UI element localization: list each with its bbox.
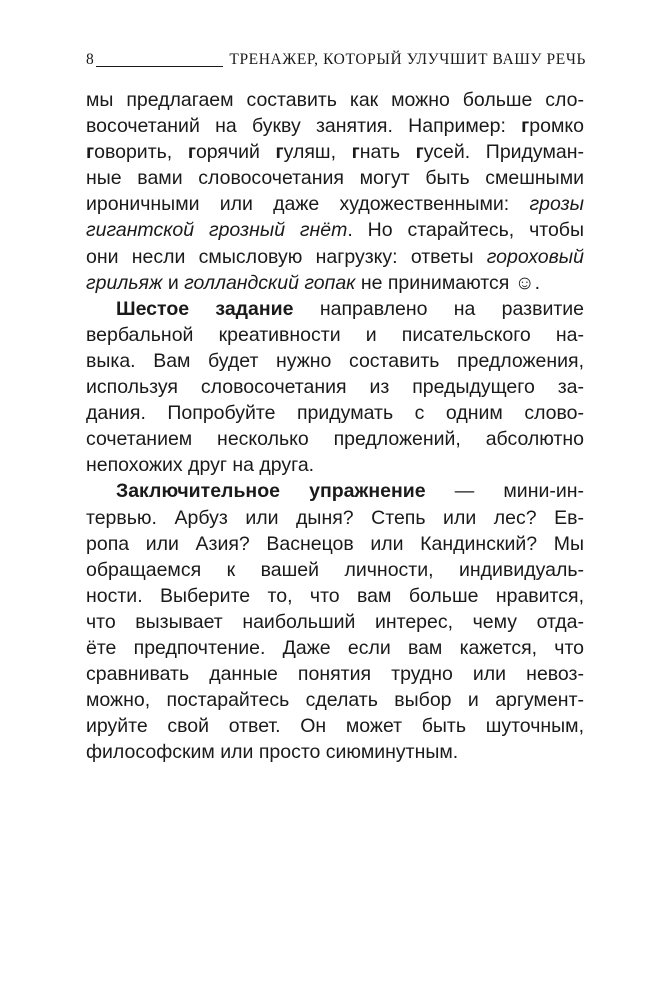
- text-run: направлено на развитие: [293, 297, 585, 320]
- body-text: [86, 87, 584, 765]
- text-run: тервью. Арбуз или дыня? Степь или лес? Ев-: [86, 506, 584, 529]
- italic-run: гороховый: [486, 245, 584, 268]
- bold-run: Заключительное упражнение: [116, 480, 426, 503]
- paragraph: [86, 296, 584, 479]
- text-run: сравнивать данные понятия трудно или невоз-: [86, 663, 584, 686]
- text-run: дания. Попробуйте придумать с одним слово-: [86, 402, 584, 425]
- text-line: [86, 191, 584, 217]
- text-run: — мини-ин-: [425, 480, 585, 503]
- italic-run: голландский гопак: [184, 271, 356, 294]
- text-run: ности. Выберите то, что вам больше нравится,: [86, 584, 584, 607]
- text-line: [86, 426, 584, 452]
- text-run: что вызывает наибольший интерес, чему отда-: [86, 610, 584, 633]
- text-run: философским или просто сиюминутным.: [86, 741, 459, 764]
- text-line: [86, 165, 584, 191]
- bold-run: г: [86, 141, 95, 164]
- bold-run: г: [521, 115, 530, 138]
- text-run: усей. Придуман-: [423, 141, 584, 164]
- text-line: [86, 635, 584, 661]
- text-line: [86, 661, 584, 687]
- paragraph: [86, 478, 584, 765]
- paragraph: [86, 87, 584, 296]
- text-line: [86, 348, 584, 374]
- text-run: можно, постарайтесь сделать выбор и аргумент-: [86, 689, 584, 712]
- text-run: ёте предпочтение. Даже если вам кажется, что: [86, 636, 584, 659]
- text-line: [86, 217, 584, 243]
- text-run: ироничными или даже художественными:: [86, 193, 530, 216]
- text-run: и: [162, 271, 185, 294]
- text-run: нать: [359, 141, 416, 164]
- bold-run: Шестое задание: [116, 297, 294, 320]
- text-run: не принимаются ☺.: [355, 271, 541, 294]
- text-line: [86, 400, 584, 426]
- bold-run: г: [351, 141, 360, 164]
- text-line: [86, 687, 584, 713]
- italic-run: грильяж: [86, 271, 163, 294]
- text-line: [86, 244, 584, 270]
- text-run: вербальной креативности и писательского на-: [86, 323, 584, 346]
- text-run: орячий: [195, 141, 276, 164]
- header-rule: [96, 66, 223, 67]
- text-line: [86, 583, 584, 609]
- text-run: . Но старайтесь, чтобы: [347, 219, 584, 242]
- text-run: ируйте свой ответ. Он может быть шуточным,: [86, 715, 584, 738]
- text-run: выка. Вам будет нужно составить предложения,: [86, 349, 584, 372]
- text-line: [86, 270, 584, 296]
- text-run: ромко: [529, 115, 584, 138]
- italic-run: гигантской грозный гнёт: [86, 219, 348, 242]
- running-header: [86, 49, 586, 71]
- text-line: [86, 452, 584, 478]
- text-line: [86, 505, 584, 531]
- text-run: обращаемся к вашей личности, индивидуаль-: [86, 558, 584, 581]
- text-line: [86, 322, 584, 348]
- text-run: уляш,: [283, 141, 352, 164]
- bold-run: г: [275, 141, 284, 164]
- text-run: ропа или Азия? Васнецов или Кандинский? Мы: [86, 532, 584, 555]
- text-run: оворить,: [94, 141, 188, 164]
- text-run: используя словосочетания из предыдущего за-: [86, 376, 584, 399]
- text-run: непохожих друг на друга.: [86, 454, 315, 477]
- text-line: [86, 713, 584, 739]
- text-run: восочетаний на букву занятия. Например:: [86, 115, 522, 138]
- text-line: [86, 557, 584, 583]
- text-line: [86, 374, 584, 400]
- text-run: они несли смысловую нагрузку: ответы: [86, 245, 487, 268]
- text-run: мы предлагаем составить как можно больше сло-: [86, 89, 584, 111]
- text-line: [86, 113, 584, 139]
- text-run: сочетанием несколько предложений, абсолютно: [86, 428, 584, 451]
- text-line: [86, 139, 584, 165]
- text-line: [86, 609, 584, 635]
- text-line: [86, 478, 584, 504]
- italic-run: грозы: [529, 193, 584, 216]
- running-title: ТРЕНАЖЕР, КОТОРЫЙ УЛУЧШИТ ВАШУ РЕЧЬ: [229, 51, 586, 68]
- bold-run: г: [415, 141, 424, 164]
- text-run: ные вами словосочетания могут быть смешными: [86, 167, 584, 190]
- bold-run: г: [187, 141, 196, 164]
- page-number: 8: [86, 51, 95, 68]
- text-line: [86, 296, 584, 322]
- text-line: [86, 531, 584, 557]
- text-line: [86, 87, 584, 113]
- text-line: [86, 739, 584, 765]
